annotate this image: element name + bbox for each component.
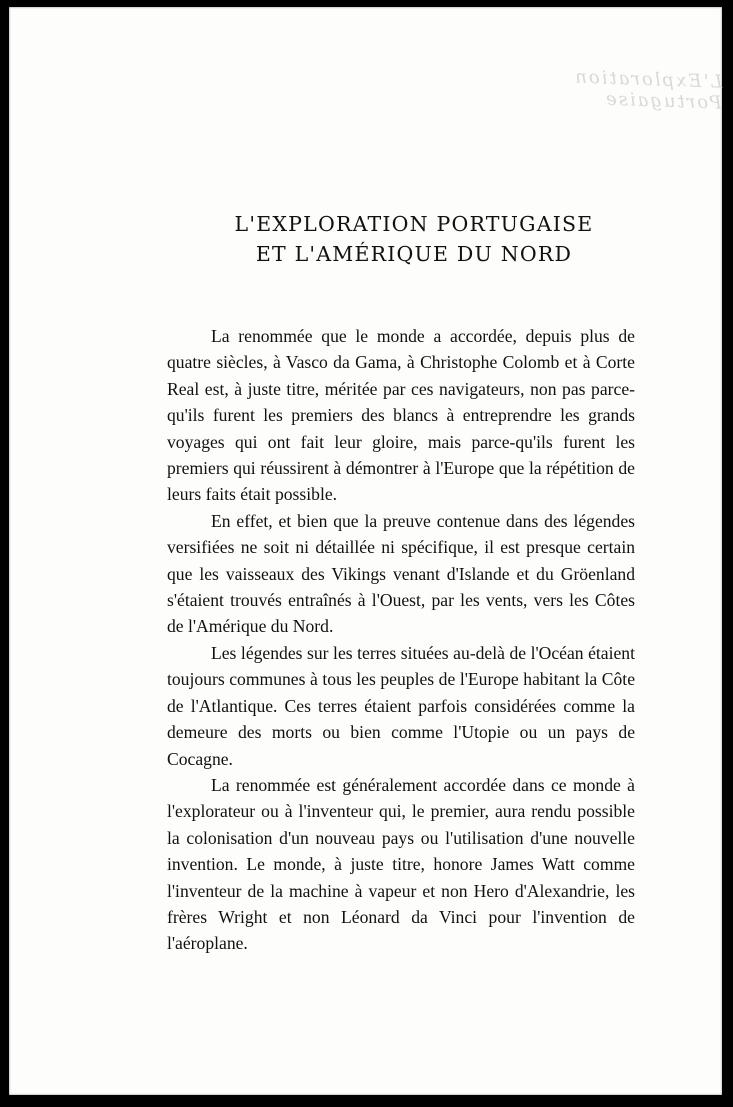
paragraph-3: Les légendes sur les terres situées au-delà de l'Océan étaient toujours communes à tous les peuples de l'Europe habitant la Côte de l'Atlantique. Ces terres étaient parfois considérées comme la demeure des morts ou bien comme l'Utopie ou un pays de Cocagne.: [167, 642, 635, 769]
document-page: [9, 7, 722, 1095]
paragraph-1: La renommée que le monde a accordée, depuis plus de quatre siècles, à Vasco da Gama, à Christophe Colomb et à Corte Real est, à juste titre, méritée par ces navigateurs, non pas parce-qu'ils furent les premiers des blancs à entreprendre les grands voyages qui ont fait leur gloire, mais parce-qu'ils furent les premiers qui réussirent à démontrer à l'Europe que la répétition de leurs faits était possible.: [167, 326, 635, 505]
body-text: [167, 323, 635, 957]
heading-line-2: ET L'AMÉRIQUE DU NORD: [255, 242, 573, 266]
bleed-through-text: L'Exploration Portugaise: [572, 66, 723, 114]
paragraph-2: En effet, et bien que la preuve contenue dans des légendes versifiées ne soit ni détaillée ni spécifique, il est presque certain que les vaisseaux des Vikings venant d'Islande et du Gröenland s'étaient trouvés entraînés à l'Ouest, par les vents, vers les Côtes de l'Amérique du Nord.: [167, 510, 635, 637]
paragraph-4: La renommée est généralement accordée dans ce monde à l'explorateur ou à l'inventeur qui, le premier, aura rendu possible la colonisation d'un nouveau pays ou l'utilisation d'une nouvelle invention. Le monde, à juste titre, honore James Watt comme l'inventeur de la machine à vapeur et non Hero d'Alexandrie, les frères Wright et non Léonard da Vinci pour l'invention de l'aéroplane.: [167, 774, 635, 954]
heading-line-1: L'EXPLORATION PORTUGAISE: [234, 212, 594, 236]
